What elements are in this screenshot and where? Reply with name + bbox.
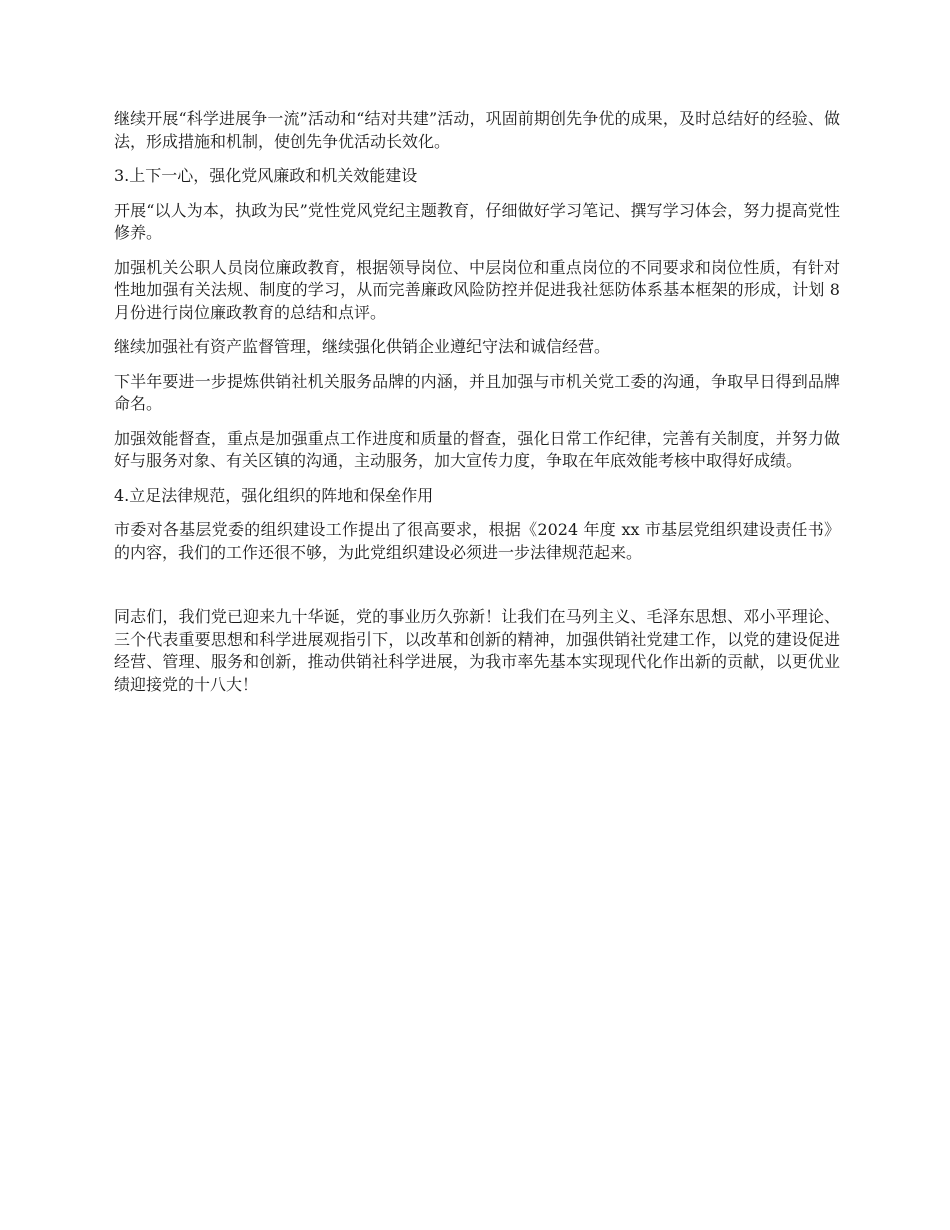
paragraph-asset-supervision: 继续加强社有资产监督管理，继续强化供销企业遵纪守法和诚信经营。 (114, 337, 611, 356)
section-heading-4: 4.立足法律规范，强化组织的阵地和保垒作用 (114, 485, 434, 505)
paragraph-service-brand: 下半年要进一步提炼供销社机关服务品牌的内涵，并且加强与市机关党工委的沟通，争取早日得到品牌命名。 (114, 371, 840, 413)
section-heading-3: 3.上下一心，强化党风廉政和机关效能建设 (114, 166, 418, 185)
document-page (114, 108, 840, 708)
paragraph-efficiency-supervision: 加强效能督查，重点是加强重点工作进度和质量的督查，强化日常工作纪律，完善有关制度，并努力做好与服务对象、有关区镇的沟通，主动服务，加大宣传力度，争取在年底效能考核中取得好成绩。 (114, 428, 840, 470)
paragraph-continue-activities: 继续开展“科学进展争一流”活动和“结对共建”活动，巩固前期创先争优的成果，及时总结好的经验、做法，形成措施和机制，使创先争优活动长效化。 (114, 109, 840, 151)
paragraph-organization-building: 市委对各基层党委的组织建设工作提出了很高要求，根据《2024 年度 xx 市基层党组织建设责任书》的内容，我们的工作还很不够，为此党组织建设必须进一步法律规范起来。 (114, 520, 840, 562)
paragraph-theme-education: 开展“以人为本，执政为民”党性党风党纪主题教育，仔细做好学习笔记、撰写学习体会，努力提高党性修养。 (114, 200, 840, 242)
paragraph-closing-remarks: 同志们，我们党已迎来九十华诞，党的事业历久弥新！让我们在马列主义、毛泽东思想、邓小平理论、三个代表重要思想和科学进展观指引下，以改革和创新的精神，加强供销社党建工作，以党的建设促进经营、管理、服务和创新，推动供销社科学进展，为我市率先基本实现现代化作出新的贡献，以更优业绩迎接党的十八大！ (114, 607, 840, 694)
paragraph-spacer (114, 576, 840, 606)
paragraph-integrity-education: 加强机关公职人员岗位廉政教育，根据领导岗位、中层岗位和重点岗位的不同要求和岗位性质，有针对性地加强有关法规、制度的学习，从而完善廉政风险防控并促进我社惩防体系基本框架的形成，计划 8 月份进行岗位廉政教育的总结和点评。 (114, 257, 840, 322)
